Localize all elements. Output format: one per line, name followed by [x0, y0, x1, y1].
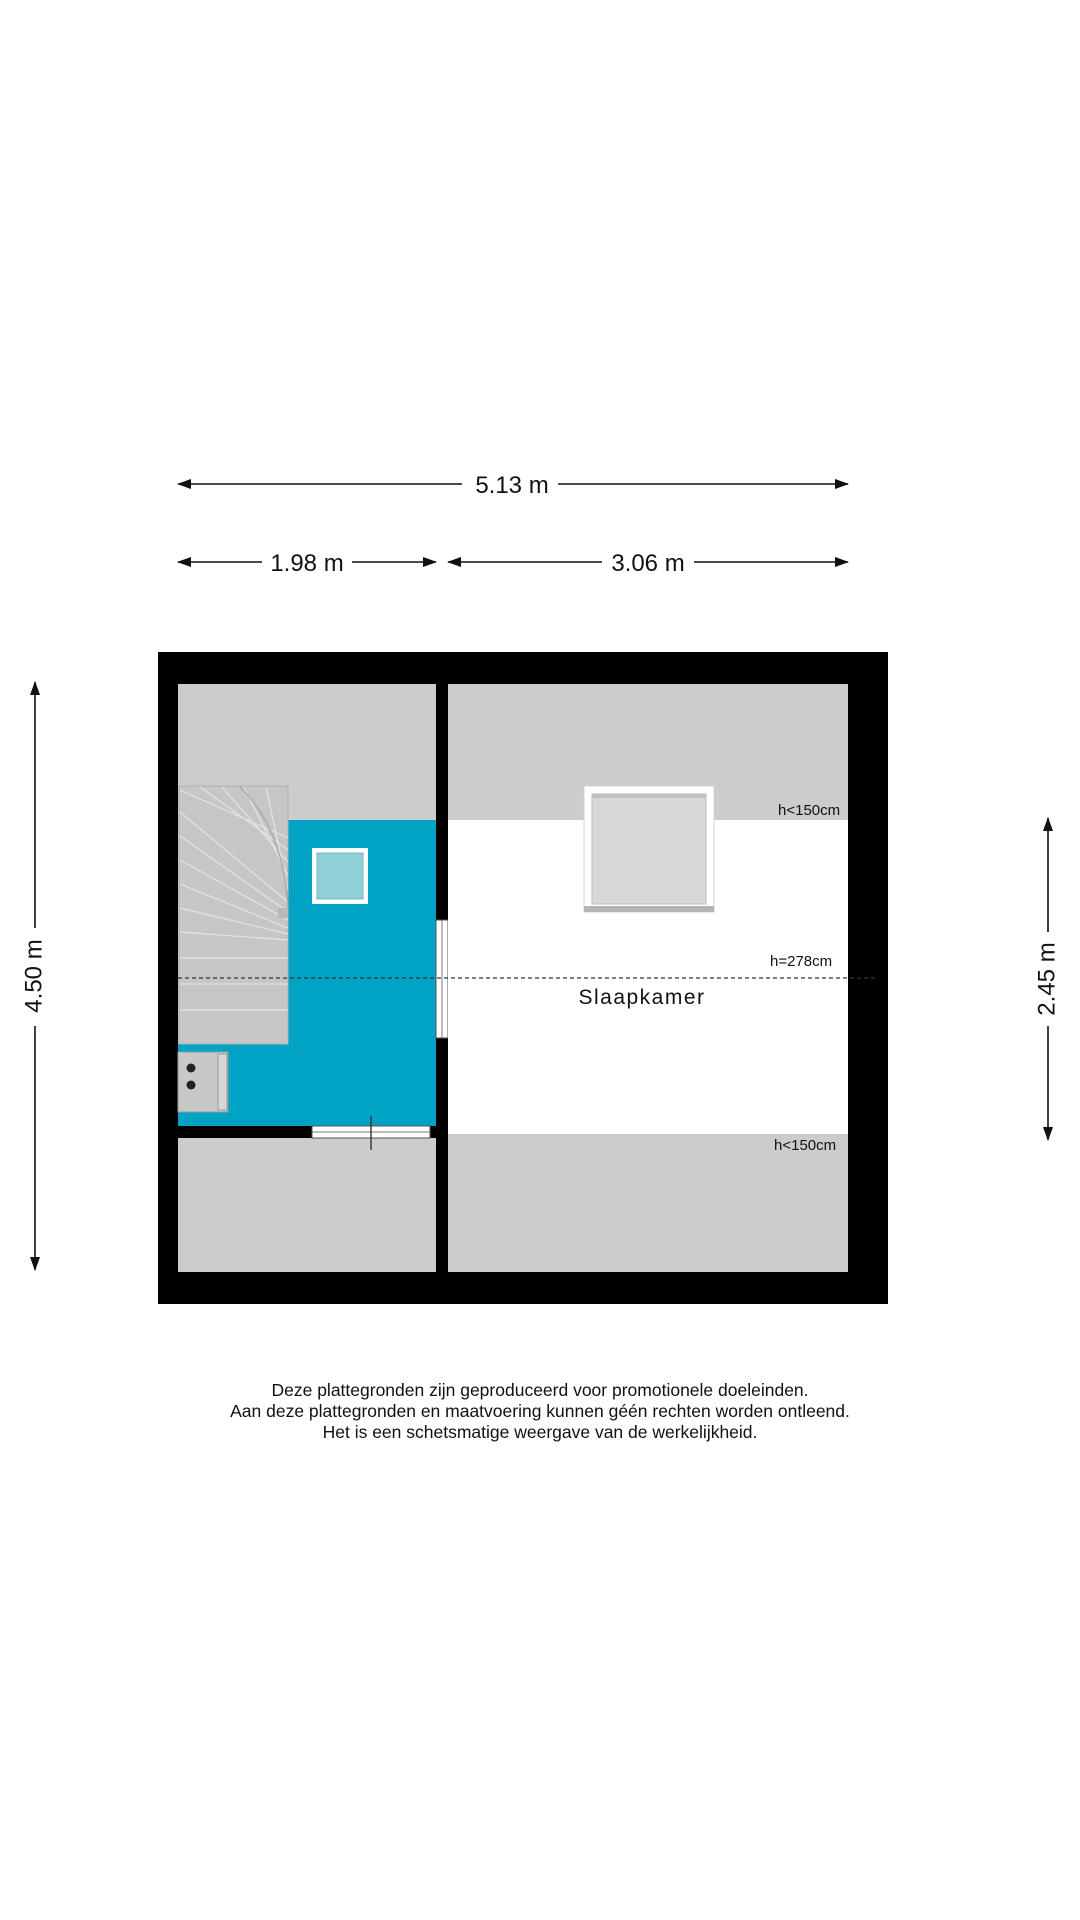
- disclaimer-line-1: Deze plattegronden zijn geproduceerd voor promotionele doeleinden.: [271, 1380, 809, 1400]
- height-label-ridge: h=278cm: [770, 953, 833, 970]
- dimension-total-depth: [20, 682, 47, 1270]
- total-width-label: 5.13 m: [475, 472, 549, 499]
- staircase: [179, 786, 288, 1044]
- disclaimer-line-2: Aan deze plattegronden en maatvoering kunnen géén rechten worden ontleend.: [230, 1401, 850, 1421]
- dimension-left-width: [178, 550, 436, 577]
- total-depth-label: 4.50 m: [20, 939, 48, 1013]
- left-width-label: 1.98 m: [270, 550, 344, 577]
- height-label-bottom: h<150cm: [774, 1137, 837, 1154]
- dimension-right-width: [448, 550, 848, 577]
- right-width-label: 3.06 m: [611, 550, 685, 577]
- room-label-bedroom: Slaapkamer: [578, 986, 706, 1009]
- landing-skylight: [312, 848, 368, 904]
- disclaimer-line-3: Het is een schetsmatige weergave van de werkelijkheid.: [322, 1422, 758, 1442]
- height-label-top: h<150cm: [778, 802, 841, 819]
- boiler-unit: [178, 1052, 228, 1112]
- bedroom-bottom-low-zone: [448, 1134, 848, 1272]
- bedroom-door: [436, 920, 448, 1038]
- dimension-total-width: [178, 472, 848, 499]
- right-depth-label: 2.45 m: [1033, 942, 1061, 1016]
- storage-low-zone: [178, 1138, 436, 1272]
- dimension-right-depth: [1033, 818, 1060, 1140]
- bedroom-skylight: [584, 786, 714, 912]
- disclaimer: [0, 1380, 1080, 1443]
